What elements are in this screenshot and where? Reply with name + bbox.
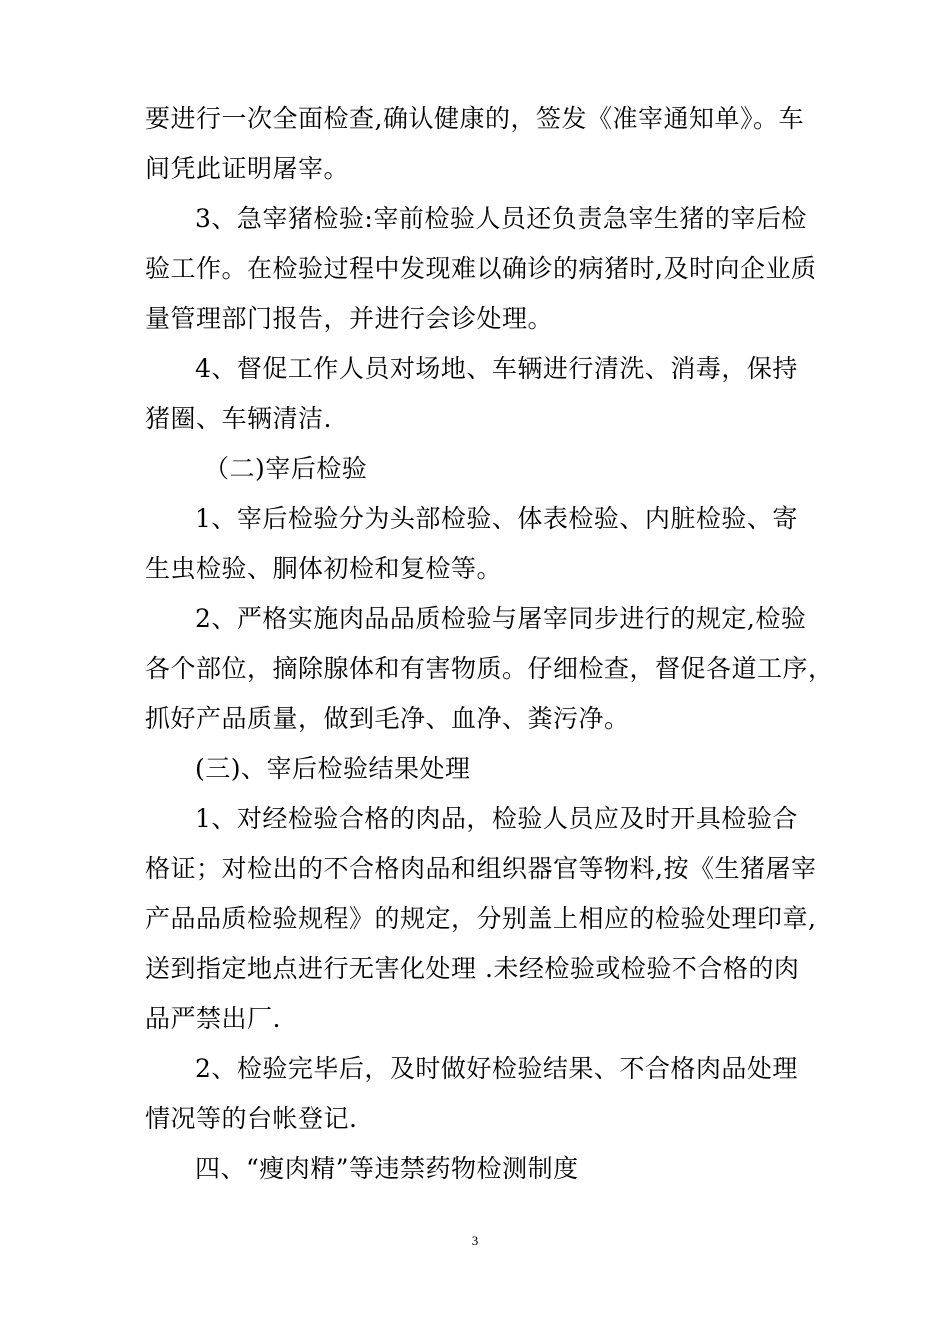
text-line: 抓好产品质量，做到毛净、血净、粪污净。 <box>145 704 630 733</box>
text-line: 3、急宰猪检验:宰前检验人员还负责急宰生猪的宰后检 <box>195 204 807 233</box>
section-heading: 四、“瘦肉精”等违禁药物检测制度 <box>195 1154 579 1183</box>
text-line: 品严禁出厂. <box>145 1004 281 1033</box>
section-heading: （二)宰后检验 <box>204 454 368 483</box>
text-line: 验工作。在检验过程中发现难以确诊的病猪时,及时向企业质 <box>145 254 817 283</box>
text-line: 要进行一次全面检查,确认健康的，签发《准宰通知单》。车 <box>145 104 804 133</box>
text-line: 情况等的台帐登记. <box>145 1104 358 1133</box>
text-line: 量管理部门报告，并进行会诊处理。 <box>145 304 554 333</box>
text-line: 2、检验完毕后，及时做好检验结果、不合格肉品处理 <box>195 1054 798 1083</box>
text-line: 1、宰后检验分为头部检验、体表检验、内脏检验、寄 <box>195 504 798 533</box>
text-line: 4、督促工作人员对场地、车辆进行清洗、消毒，保持 <box>195 354 798 383</box>
text-line: 生虫检验、胴体初检和复检等。 <box>145 554 503 583</box>
section-heading: (三)、宰后检验结果处理 <box>195 754 471 783</box>
text-line: 送到指定地点进行无害化处理 .未经检验或检验不合格的肉 <box>145 954 800 983</box>
text-line: 2、严格实施肉品品质检验与屠宰同步进行的规定,检验 <box>195 604 807 633</box>
page-number: 3 <box>471 1233 479 1248</box>
text-line: 格证；对检出的不合格肉品和组织器官等物料,按《生猪屠宰 <box>145 854 817 883</box>
text-line: 1、对经检验合格的肉品，检验人员应及时开具检验合 <box>195 804 798 833</box>
text-line: 各个部位，摘除腺体和有害物质。仔细检查，督促各道工序， <box>145 654 834 683</box>
text-line: 产品品质检验规程》的规定，分别盖上相应的检验处理印章, <box>145 904 817 933</box>
text-line: 间凭此证明屠宰。 <box>145 154 350 183</box>
text-line: 猪圈、车辆清洁. <box>145 404 332 433</box>
